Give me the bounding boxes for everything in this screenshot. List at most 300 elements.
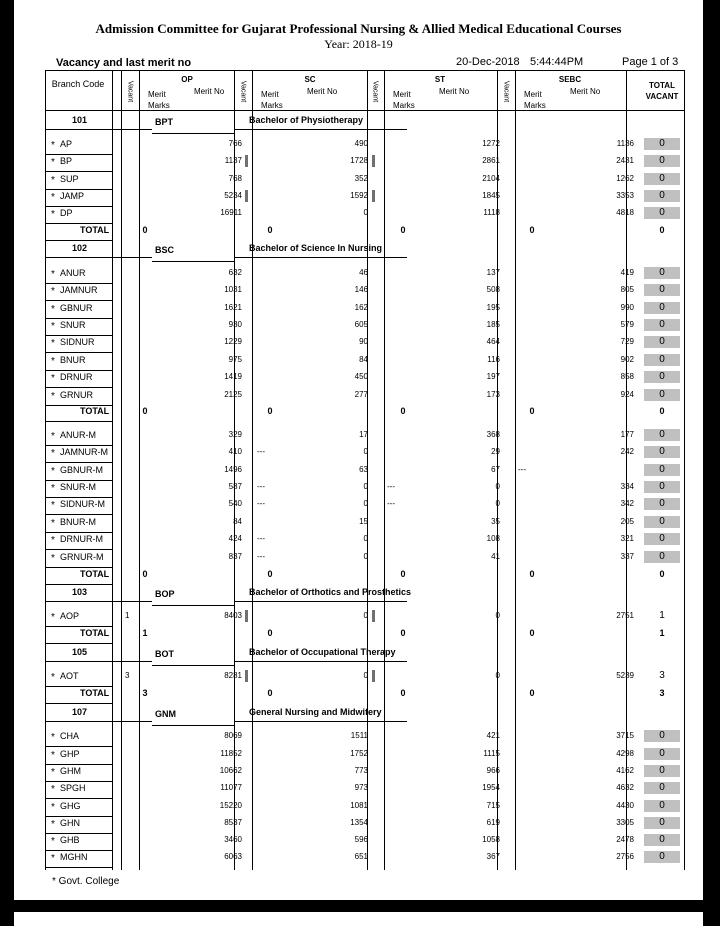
section-underline xyxy=(152,605,234,606)
branch-name: GHM xyxy=(60,765,81,776)
st-merit-no: 464 xyxy=(486,337,500,346)
st-merit-no: 41 xyxy=(491,552,500,561)
sebc-merit-no: 729 xyxy=(620,337,634,346)
sc-merit-no: 0 xyxy=(363,499,368,508)
report-time: 5:44:44PM xyxy=(530,56,584,68)
op-merit-no: 837 xyxy=(228,552,242,561)
branch-name: AOP xyxy=(60,610,80,621)
total-vacant-box: 0 xyxy=(644,336,680,348)
op-merit-no: 329 xyxy=(228,430,242,439)
branch-underline xyxy=(45,626,112,627)
sebc-merit-no: 4818 xyxy=(616,208,634,217)
table-top-border xyxy=(45,70,684,71)
vacant-mark xyxy=(245,155,248,167)
total-vacant-box: 0 xyxy=(644,748,680,760)
st-merit-no: 368 xyxy=(486,430,500,439)
sc-merit-no: 146 xyxy=(354,285,368,294)
total-vacant-box: 0 xyxy=(644,155,680,167)
st-merit-no: 116 xyxy=(487,355,500,364)
govt-college-marker: * xyxy=(51,819,55,830)
op-merit-no: 424 xyxy=(228,534,242,543)
op-merit-no: 766 xyxy=(228,139,242,148)
section-name: General Nursing and Midwifery xyxy=(249,706,382,717)
total-vacant-box: 0 xyxy=(644,481,680,493)
branch-name: GBNUR xyxy=(60,302,93,313)
govt-college-marker: * xyxy=(51,784,55,795)
total-sebc-vacant: 0 xyxy=(529,627,535,638)
report-date: 20-Dec-2018 xyxy=(456,56,520,68)
total-vacant-box: 0 xyxy=(644,389,680,401)
branch-name: SUP xyxy=(60,173,79,184)
section-underline xyxy=(45,721,152,722)
op-merit-no-dash: --- xyxy=(257,552,265,561)
branch-underline xyxy=(45,335,112,336)
st-merit-marks-header: Merit Marks xyxy=(393,90,415,110)
branch-name: SNUR xyxy=(60,319,86,330)
govt-college-marker: * xyxy=(51,304,55,315)
sc-merit-no: 0 xyxy=(363,671,368,680)
branch-underline xyxy=(45,223,112,224)
op-merit-no: 5234 xyxy=(224,191,242,200)
st-merit-no: 1115 xyxy=(483,749,500,758)
branch-underline xyxy=(45,318,112,319)
op-vacant-count: 1 xyxy=(125,611,130,620)
sebc-merit-no-header: Merit No xyxy=(570,87,601,96)
sc-merit-no: 63 xyxy=(359,465,368,474)
govt-college-marker: * xyxy=(51,672,55,683)
total-op-vacant: 0 xyxy=(142,568,148,579)
total-vacant-value: 0 xyxy=(659,405,665,416)
sebc-merit-no: 990 xyxy=(620,303,634,312)
sebc-merit-no: 858 xyxy=(620,372,634,381)
branch-name: ANUR xyxy=(60,267,86,278)
total-vacant-header: TOTAL VACANT xyxy=(645,81,679,101)
sebc-merit-no: 579 xyxy=(620,320,634,329)
branch-name: AP xyxy=(60,138,73,149)
total-sebc-vacant: 0 xyxy=(529,405,535,416)
op-merit-no: 16911 xyxy=(220,208,242,217)
govt-college-marker: * xyxy=(51,269,55,280)
branch-underline xyxy=(45,497,112,498)
branch-underline xyxy=(45,283,112,284)
op-merit-no-dash: --- xyxy=(257,447,265,456)
section-name-underline xyxy=(234,601,407,602)
govt-college-marker: * xyxy=(51,750,55,761)
sc-merit-no: 1592 xyxy=(350,191,368,200)
column-line xyxy=(45,70,46,870)
total-vacant-box: 0 xyxy=(644,498,680,510)
total-sc-vacant: 0 xyxy=(267,224,273,235)
govt-college-marker: * xyxy=(51,483,55,494)
branch-name: DRNUR-M xyxy=(60,533,103,544)
sebc-merit-no: 805 xyxy=(620,285,634,294)
branch-underline xyxy=(45,352,112,353)
branch-underline xyxy=(45,445,112,446)
total-vacant-value: 3 xyxy=(659,670,665,681)
branch-name: SNUR-M xyxy=(60,481,96,492)
total-label: TOTAL xyxy=(80,568,110,579)
govt-college-marker: * xyxy=(51,431,55,442)
total-label: TOTAL xyxy=(80,224,110,235)
section-underline xyxy=(45,257,152,258)
branch-name: MGHN xyxy=(60,851,88,862)
op-vacant-count: 3 xyxy=(125,671,130,680)
branch-underline xyxy=(45,833,112,834)
st-merit-no: 108 xyxy=(486,534,500,543)
st-merit-no: 619 xyxy=(486,818,500,827)
govt-college-marker: * xyxy=(51,157,55,168)
total-vacant-box: 0 xyxy=(644,267,680,279)
op-merit-no-dash: --- xyxy=(257,499,265,508)
branch-code-header: Branch Code xyxy=(51,79,105,89)
sc-merit-no: 0 xyxy=(363,534,368,543)
st-merit-no: 1954 xyxy=(482,783,500,792)
total-op-vacant: 0 xyxy=(142,224,148,235)
st-merit-no: 2861 xyxy=(482,156,500,165)
bottom-strip xyxy=(14,912,703,926)
govt-college-marker: * xyxy=(51,209,55,220)
total-sc-vacant: 0 xyxy=(267,405,273,416)
section-underline xyxy=(45,661,152,662)
st-merit-no: 29 xyxy=(491,447,500,456)
total-sc-vacant: 0 xyxy=(267,568,273,579)
op-merit-no: 410 xyxy=(228,447,242,456)
total-vacant-box: 0 xyxy=(644,173,680,185)
sc-merit-no: 1728 xyxy=(350,156,368,165)
branch-name: SIDNUR-M xyxy=(60,498,105,509)
sebc-merit-no: 3715 xyxy=(616,731,634,740)
vacant-header-sc: Vacant xyxy=(239,80,247,103)
sebc-merit-marks-header: Merit Marks xyxy=(524,90,546,110)
govt-college-marker: * xyxy=(51,612,55,623)
sc-merit-no: 0 xyxy=(363,482,368,491)
footer-note: * Govt. College xyxy=(52,876,120,887)
st-merit-no: 1058 xyxy=(482,835,500,844)
sebc-merit-no: 4162 xyxy=(616,766,634,775)
sc-merit-no: 0 xyxy=(363,611,368,620)
sc-merit-no: 596 xyxy=(354,835,368,844)
total-st-vacant: 0 xyxy=(400,627,406,638)
sebc-merit-no: 1136 xyxy=(616,139,634,148)
st-merit-no: 508 xyxy=(486,285,500,294)
govt-college-marker: * xyxy=(51,836,55,847)
total-vacant-value: 1 xyxy=(659,627,665,638)
sebc-merit-no: 1262 xyxy=(616,174,634,183)
sc-merit-no-dash: --- xyxy=(387,499,395,508)
total-vacant-box: 0 xyxy=(644,302,680,314)
sebc-merit-no: 902 xyxy=(620,355,634,364)
op-merit-no: 930 xyxy=(228,320,242,329)
govt-college-marker: * xyxy=(51,518,55,529)
branch-underline xyxy=(45,387,112,388)
branch-name: GHP xyxy=(60,748,80,759)
branch-underline xyxy=(45,867,112,868)
op-merit-no: 1496 xyxy=(224,465,242,474)
govt-college-marker: * xyxy=(51,853,55,864)
govt-college-marker: * xyxy=(51,286,55,297)
total-vacant-box: 0 xyxy=(644,354,680,366)
op-merit-no: 6063 xyxy=(224,852,242,861)
section-code: 105 xyxy=(72,646,88,657)
total-label: TOTAL xyxy=(80,627,110,638)
st-merit-no: 1118 xyxy=(483,208,500,217)
sc-merit-no: 490 xyxy=(354,139,368,148)
sc-merit-no: 17 xyxy=(359,430,368,439)
section-abbr: BOP xyxy=(155,588,175,599)
total-vacant-box: 0 xyxy=(644,371,680,383)
total-vacant-box: 0 xyxy=(644,730,680,742)
section-name-underline xyxy=(234,129,407,130)
column-line xyxy=(684,70,685,870)
section-underline xyxy=(152,261,234,262)
vacant-header-sebc: Vacant xyxy=(502,80,510,103)
sc-merit-no-dash: --- xyxy=(387,482,395,491)
total-sc-vacant: 0 xyxy=(267,627,273,638)
op-merit-no: 1621 xyxy=(224,303,242,312)
op-merit-no: 1031 xyxy=(224,285,242,294)
branch-name: GHB xyxy=(60,834,80,845)
branch-name: DP xyxy=(60,207,73,218)
total-st-vacant: 0 xyxy=(400,568,406,579)
sebc-header: SEBC xyxy=(558,75,582,84)
vacant-mark xyxy=(245,670,248,682)
branch-name: JAMNUR xyxy=(60,284,98,295)
st-merit-no: 2104 xyxy=(482,174,500,183)
total-vacant-box: 0 xyxy=(644,800,680,812)
govt-college-marker: * xyxy=(51,140,55,151)
govt-college-marker: * xyxy=(51,500,55,511)
branch-underline xyxy=(45,154,112,155)
govt-college-marker: * xyxy=(51,321,55,332)
branch-name: SPGH xyxy=(60,782,86,793)
section-abbr: GNM xyxy=(155,708,176,719)
op-merit-no: 587 xyxy=(228,482,242,491)
section-underline xyxy=(45,601,152,602)
total-sebc-vacant: 0 xyxy=(529,687,535,698)
vacant-header-op: Vacant xyxy=(126,80,134,103)
branch-name: GRNUR-M xyxy=(60,551,104,562)
sebc-merit-no: 242 xyxy=(620,447,634,456)
op-merit-no: 1229 xyxy=(224,337,242,346)
branch-name: GHN xyxy=(60,817,80,828)
op-merit-no-dash: --- xyxy=(257,534,265,543)
total-vacant-box: 0 xyxy=(644,429,680,441)
vacant-mark xyxy=(372,190,375,202)
st-merit-no: 715 xyxy=(486,801,500,810)
branch-underline xyxy=(45,850,112,851)
total-sebc-vacant: 0 xyxy=(529,568,535,579)
sc-merit-no: 90 xyxy=(359,337,368,346)
op-merit-no: 8069 xyxy=(224,731,242,740)
op-merit-no: 11852 xyxy=(220,749,242,758)
sc-merit-marks-header: Merit Marks xyxy=(261,90,283,110)
total-sc-vacant: 0 xyxy=(267,687,273,698)
op-merit-no: 8281 xyxy=(224,671,242,680)
column-line xyxy=(121,70,122,870)
branch-name: BNUR xyxy=(60,354,86,365)
branch-name: GRNUR xyxy=(60,389,93,400)
branch-underline xyxy=(45,514,112,515)
vacant-mark xyxy=(245,190,248,202)
govt-college-marker: * xyxy=(51,553,55,564)
govt-college-marker: * xyxy=(51,192,55,203)
st-merit-no: 0 xyxy=(495,482,500,491)
op-merit-no-header: Merit No xyxy=(194,87,225,96)
govt-college-marker: * xyxy=(51,466,55,477)
vacant-mark xyxy=(372,610,375,622)
sebc-merit-no: 2431 xyxy=(616,156,634,165)
sebc-merit-no: 419 xyxy=(620,268,634,277)
st-merit-no: 421 xyxy=(486,731,500,740)
st-merit-no: 1272 xyxy=(482,139,500,148)
st-merit-no: 0 xyxy=(495,611,500,620)
column-line xyxy=(139,70,140,870)
sc-merit-no: 605 xyxy=(354,320,368,329)
total-row-rule xyxy=(45,643,112,644)
sc-merit-no: 277 xyxy=(354,390,368,399)
govt-college-marker: * xyxy=(51,535,55,546)
total-label: TOTAL xyxy=(80,405,110,416)
branch-underline xyxy=(45,532,112,533)
st-merit-no: 173 xyxy=(486,390,500,399)
branch-name: BP xyxy=(60,155,73,166)
section-code: 102 xyxy=(72,242,88,253)
column-line xyxy=(515,70,516,870)
branch-underline xyxy=(45,798,112,799)
total-row-rule xyxy=(45,240,112,241)
section-name: Bachelor of Science In Nursing xyxy=(249,242,383,253)
branch-name: JAMP xyxy=(60,190,85,201)
total-row-rule xyxy=(45,584,112,585)
govt-college-marker: * xyxy=(51,802,55,813)
branch-underline xyxy=(45,171,112,172)
total-st-vacant: 0 xyxy=(400,405,406,416)
op-merit-no: 540 xyxy=(228,499,242,508)
sebc-merit-no: 3353 xyxy=(616,191,634,200)
section-underline xyxy=(152,665,234,666)
section-name: Bachelor of Occupational Therapy xyxy=(249,646,396,657)
st-merit-no-dash: --- xyxy=(518,465,526,474)
sebc-merit-no: 334 xyxy=(620,482,634,491)
op-merit-no: 84 xyxy=(233,517,242,526)
total-vacant-value: 1 xyxy=(659,610,665,621)
govt-college-marker: * xyxy=(51,448,55,459)
total-st-vacant: 0 xyxy=(400,224,406,235)
total-vacant-box: 0 xyxy=(644,834,680,846)
sc-merit-no: 0 xyxy=(363,552,368,561)
sc-merit-no: 84 xyxy=(359,355,368,364)
sc-merit-no: 1081 xyxy=(350,801,368,810)
total-vacant-box: 0 xyxy=(644,190,680,202)
total-row-rule xyxy=(45,703,112,704)
column-line xyxy=(112,70,113,870)
sebc-merit-no: 5239 xyxy=(616,671,634,680)
op-merit-no: 8403 xyxy=(224,611,242,620)
vacant-mark xyxy=(245,610,248,622)
op-merit-no: 768 xyxy=(228,174,242,183)
total-vacant-box: 0 xyxy=(644,817,680,829)
total-vacant-box: 0 xyxy=(644,319,680,331)
total-op-vacant: 0 xyxy=(142,405,148,416)
section-abbr: BOT xyxy=(155,648,174,659)
govt-college-marker: * xyxy=(51,373,55,384)
section-name-underline xyxy=(234,721,407,722)
branch-underline xyxy=(45,746,112,747)
section-code: 101 xyxy=(72,114,88,125)
branch-underline xyxy=(45,480,112,481)
sebc-merit-no: 2751 xyxy=(616,611,634,620)
total-vacant-box: 0 xyxy=(644,284,680,296)
sebc-merit-no: 337 xyxy=(620,552,634,561)
sc-merit-no: 46 xyxy=(359,268,368,277)
total-op-vacant: 1 xyxy=(142,627,148,638)
section-underline xyxy=(152,725,234,726)
st-merit-no: 0 xyxy=(495,499,500,508)
section-underline xyxy=(45,129,152,130)
sebc-merit-no: 2756 xyxy=(616,852,634,861)
branch-underline xyxy=(45,781,112,782)
total-row-rule xyxy=(45,421,112,422)
sc-header: SC xyxy=(304,75,316,84)
op-merit-no: 3460 xyxy=(224,835,242,844)
sc-merit-no: 352 xyxy=(354,174,368,183)
section-abbr: BSC xyxy=(155,244,175,255)
section-name-underline xyxy=(234,257,407,258)
sc-merit-no: 1511 xyxy=(350,731,368,740)
op-merit-no: 1419 xyxy=(224,372,242,381)
total-vacant-box: 0 xyxy=(644,851,680,863)
section-underline xyxy=(152,133,234,134)
op-merit-no-dash: --- xyxy=(257,482,265,491)
govt-college-marker: * xyxy=(51,356,55,367)
total-vacant-box: 0 xyxy=(644,782,680,794)
govt-college-marker: * xyxy=(51,767,55,778)
sc-merit-no: 973 xyxy=(354,783,368,792)
op-merit-no: 15220 xyxy=(219,801,242,810)
total-st-vacant: 0 xyxy=(400,687,406,698)
govt-college-marker: * xyxy=(51,175,55,186)
sc-merit-no: 773 xyxy=(354,766,368,775)
sc-merit-no-header: Merit No xyxy=(307,87,338,96)
sebc-merit-no: 924 xyxy=(620,390,634,399)
total-vacant-box: 0 xyxy=(644,464,680,476)
sebc-merit-no: 177 xyxy=(620,430,634,439)
op-merit-no: 11077 xyxy=(220,783,242,792)
section-abbr: BPT xyxy=(155,116,173,127)
st-header: ST xyxy=(434,75,446,84)
branch-name: ANUR-M xyxy=(60,429,96,440)
branch-name: CHA xyxy=(60,730,80,741)
st-merit-no-header: Merit No xyxy=(439,87,470,96)
branch-name: SIDNUR xyxy=(60,336,95,347)
branch-underline xyxy=(45,816,112,817)
branch-name: DRNUR xyxy=(60,371,93,382)
total-vacant-value: 0 xyxy=(659,224,665,235)
section-name-underline xyxy=(234,661,407,662)
section-name: Bachelor of Orthotics and Prosthetics xyxy=(249,586,412,597)
op-merit-no: 8537 xyxy=(224,818,242,827)
section-code: 103 xyxy=(72,586,88,597)
total-label: TOTAL xyxy=(80,687,110,698)
sc-merit-no: 1354 xyxy=(350,818,368,827)
total-op-vacant: 3 xyxy=(142,687,148,698)
sc-merit-no: 651 xyxy=(354,852,368,861)
sebc-merit-no: 4632 xyxy=(616,783,634,792)
header-bottom-border xyxy=(45,110,684,111)
total-vacant-box: 0 xyxy=(644,516,680,528)
total-vacant-value: 0 xyxy=(659,568,665,579)
govt-college-marker: * xyxy=(51,338,55,349)
